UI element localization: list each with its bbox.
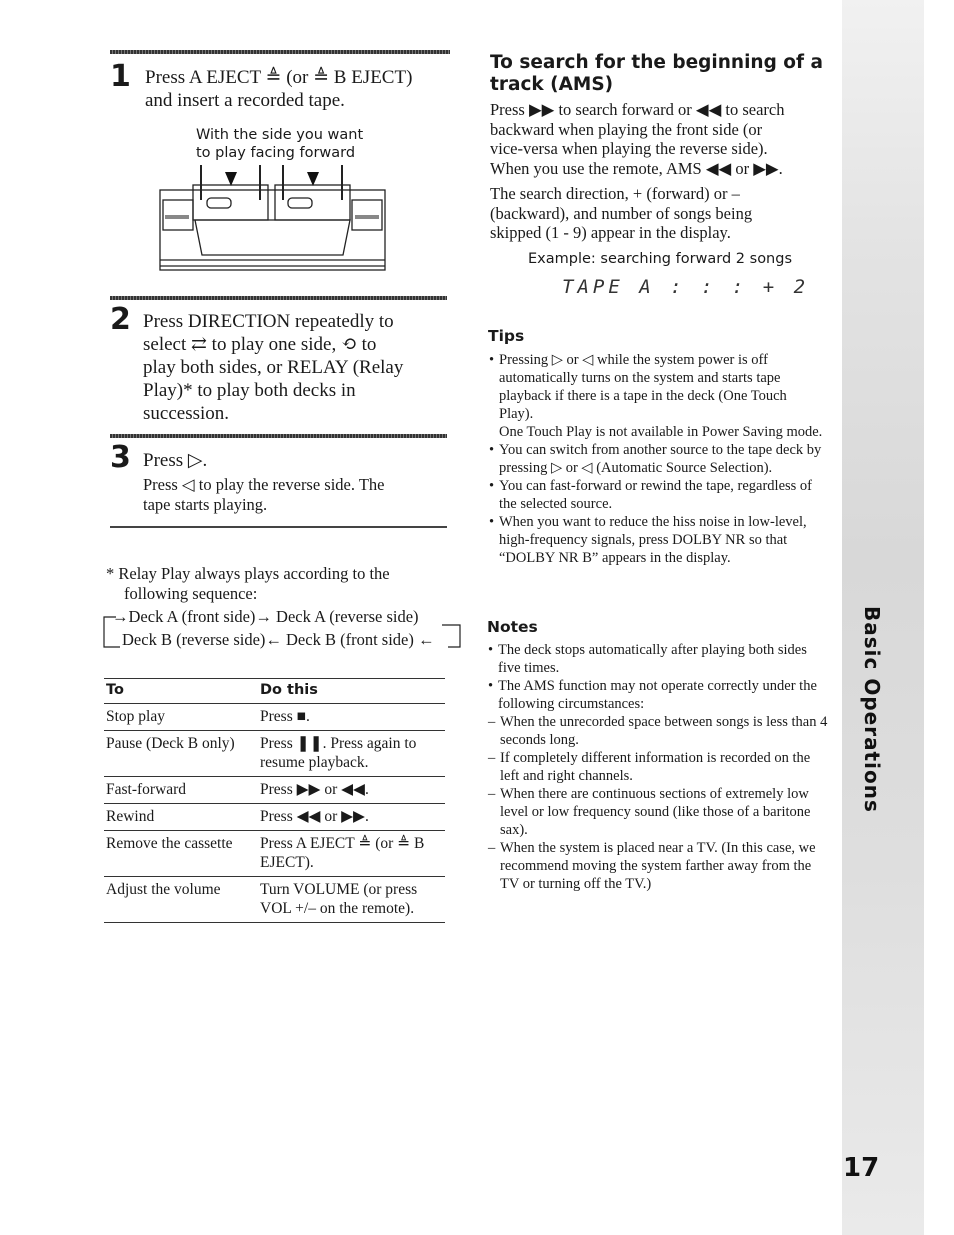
tip-item: • You can fast-forward or rewind the tape, regardless of the selected source. xyxy=(489,477,824,513)
step1-caption-line1: With the side you want xyxy=(196,127,364,143)
table-cell-instruction: Press ■. xyxy=(258,704,445,731)
table-row xyxy=(104,731,445,777)
table-cell-action: Adjust the volume xyxy=(104,877,258,923)
table-cell-action: Stop play xyxy=(104,704,258,731)
tip-item: • Pressing ▷ or ◁ while the system power is off automatically turns on the system and starts tape playback if there is a tape in the deck (One Touch Play). xyxy=(489,351,824,423)
step1-rule xyxy=(110,50,450,54)
step3-bottom-rule xyxy=(110,526,447,528)
table-row xyxy=(104,831,445,877)
step3-number: 3 xyxy=(110,440,131,475)
section-label xyxy=(860,606,884,658)
step3-line1: Press ▷. xyxy=(143,450,208,471)
note-item: • The deck stops automatically after playing both sides five times. xyxy=(488,641,828,677)
table-row xyxy=(104,777,445,804)
step2-rule xyxy=(110,296,447,300)
ams-heading-line1: To search for the beginning of a xyxy=(490,52,823,73)
table-header-do-this: Do this xyxy=(258,679,445,704)
step1-number: 1 xyxy=(110,59,131,94)
ams-display-readout: TAPE A : : : + 2 xyxy=(562,276,810,298)
note-subitem: – When the unrecorded space between songs is less than 4 seconds long. xyxy=(488,713,828,749)
tip-item-continuation: One Touch Play is not available in Power Saving mode. xyxy=(499,424,823,440)
relay-sequence-line1: →Deck A (front side)→ Deck A (reverse side) xyxy=(112,607,419,626)
ams-heading xyxy=(490,52,860,96)
table-row xyxy=(104,804,445,831)
tips-list xyxy=(489,351,824,567)
notes-heading: Notes xyxy=(487,618,538,636)
relay-note-line1: * Relay Play always plays according to the xyxy=(106,564,390,583)
step1-caption xyxy=(196,126,396,162)
ams-para1-line: backward when playing the front side (or xyxy=(490,119,763,139)
ams-para2-line: (backward), and number of songs being xyxy=(490,203,753,223)
ams-para1-line: Press ▶▶ to search forward or ◀◀ to search xyxy=(490,100,785,119)
ams-para2-line: The search direction, + (forward) or – xyxy=(490,184,740,203)
notes-list xyxy=(488,641,828,893)
step3-line2: Press ◁ to play the reverse side. The xyxy=(143,475,385,494)
table-cell-instruction: Press A EJECT ≜ (or ≜ B EJECT). xyxy=(258,831,445,877)
note-subitem: – If completely different information is recorded on the left and right channels. xyxy=(488,749,828,785)
step2-line: succession. xyxy=(143,403,230,424)
ams-para1-line: vice-versa when playing the reverse side). xyxy=(490,139,768,158)
cassette-deck-illustration xyxy=(155,160,390,275)
tips-heading: Tips xyxy=(488,327,525,345)
step1-caption-line2: to play facing forward xyxy=(196,145,356,161)
relay-loop-left xyxy=(102,615,122,651)
table-header-to: To xyxy=(104,679,258,704)
table-row xyxy=(104,704,445,731)
step2-line: select ⇄ to play one side, ⟲ to xyxy=(143,334,377,355)
table-cell-instruction: Press ◀◀ or ▶▶. xyxy=(258,804,445,831)
ams-paragraph-1 xyxy=(490,100,835,178)
ams-heading-line2: track (AMS) xyxy=(490,74,614,95)
step3-rule xyxy=(110,434,447,438)
step2-line: Press DIRECTION repeatedly to xyxy=(143,311,394,332)
relay-note xyxy=(106,564,446,603)
ams-para1-line: When you use the remote, AMS ◀◀ or ▶▶. xyxy=(490,158,783,178)
table-row xyxy=(104,877,445,923)
step1-line1: Press A EJECT ≜ (or ≜ B EJECT) xyxy=(145,67,413,88)
step1-text xyxy=(145,66,445,112)
ams-example-caption: Example: searching forward 2 songs xyxy=(528,251,793,267)
table-header-row xyxy=(104,679,445,704)
operations-table xyxy=(104,678,445,923)
ams-para2-line: skipped (1 - 9) appear in the display. xyxy=(490,223,731,242)
table-cell-instruction: Press ❚❚. Press again to resume playback. xyxy=(258,731,445,777)
relay-note-line2: following sequence: xyxy=(124,583,258,603)
table-cell-action: Remove the cassette xyxy=(104,831,258,877)
table-cell-action: Fast-forward xyxy=(104,777,258,804)
note-subitem: – When the system is placed near a TV. (In this case, we recommend moving the system farther away from the TV or turning off the TV.) xyxy=(488,839,828,893)
relay-sequence xyxy=(112,607,447,649)
table-cell-instruction: Press ▶▶ or ◀◀. xyxy=(258,777,445,804)
ams-paragraph-2 xyxy=(490,184,835,243)
step2-line: play both sides, or RELAY (Relay xyxy=(143,357,404,378)
step3-line3: tape starts playing. xyxy=(143,494,268,514)
step3-description xyxy=(143,475,443,514)
step2-line: Play)* to play both decks in xyxy=(143,380,356,401)
page-number: 17 xyxy=(843,1153,880,1183)
note-item: • The AMS function may not operate correctly under the following circumstances: xyxy=(488,677,828,713)
relay-sequence-line2: Deck B (reverse side)← Deck B (front side) ← xyxy=(122,629,435,649)
tip-item: • You can switch from another source to the tape deck by pressing ▷ or ◁ (Automatic Source Selection). xyxy=(489,441,824,477)
table-cell-instruction: Turn VOLUME (or press VOL +/– on the remote). xyxy=(258,877,445,923)
table-cell-action: Rewind xyxy=(104,804,258,831)
table-cell-action: Pause (Deck B only) xyxy=(104,731,258,777)
step2-number: 2 xyxy=(110,302,131,337)
step1-line2: and insert a recorded tape. xyxy=(145,90,345,111)
note-subitem: – When there are continuous sections of extremely low level or low frequency sound (like those of a baritone sax). xyxy=(488,785,828,839)
relay-loop-right xyxy=(440,615,464,651)
step2-text xyxy=(143,310,443,425)
tip-item: • When you want to reduce the hiss noise in low-level, high-frequency signals, press DOLBY NR so that “DOLBY NR B” appears in the display. xyxy=(489,513,824,567)
